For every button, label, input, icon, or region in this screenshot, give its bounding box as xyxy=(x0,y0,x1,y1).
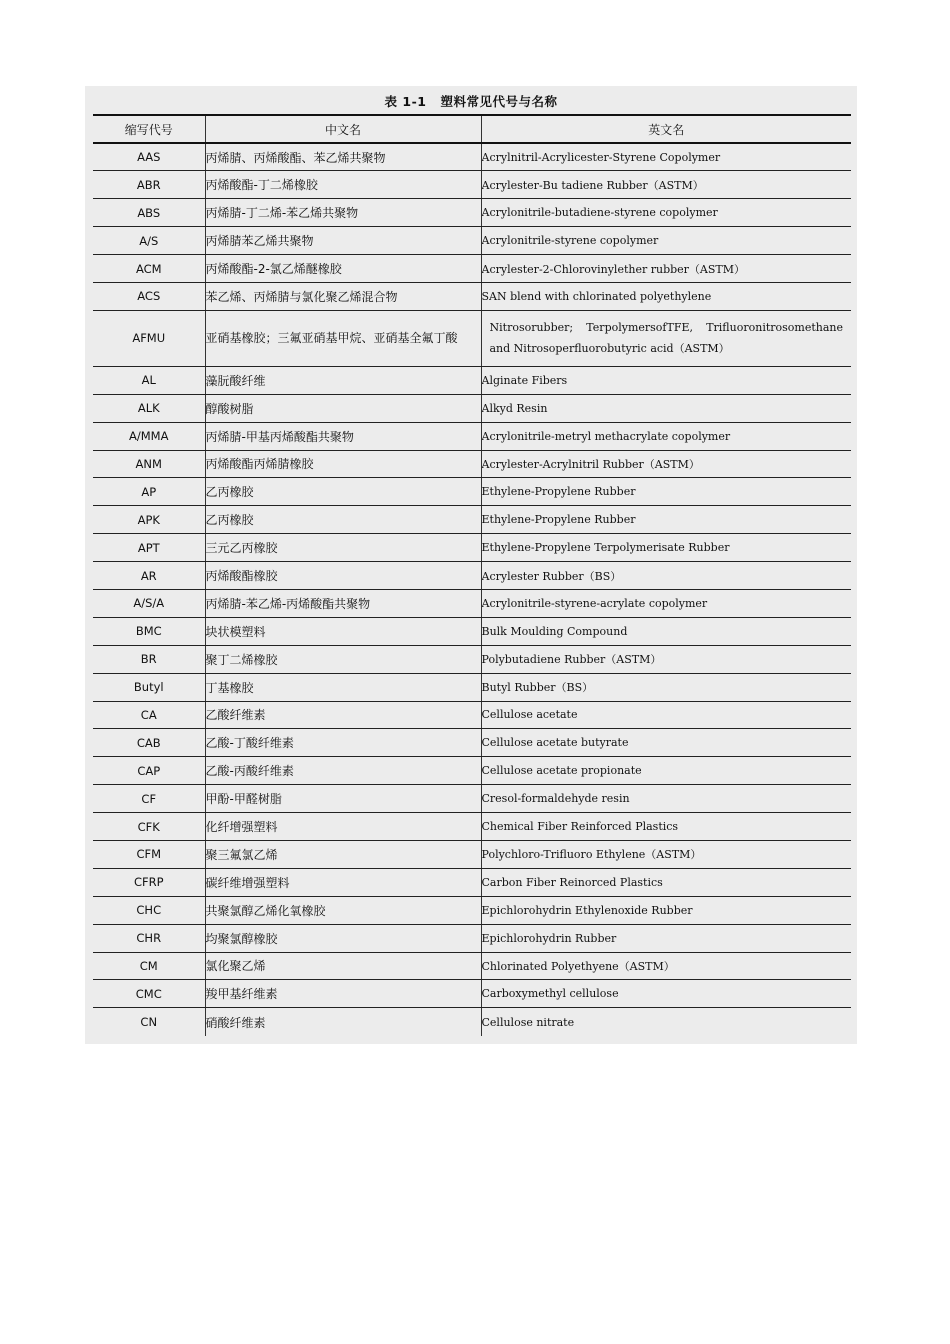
english-name-cell: Epichlorohydrin Rubber xyxy=(481,924,851,952)
english-name-cell: Acrylonitrile-styrene copolymer xyxy=(481,227,851,255)
chinese-name-cell: 乙酸-丁酸纤维素 xyxy=(205,729,481,757)
abbreviation-cell: CF xyxy=(93,785,205,813)
table-row xyxy=(93,450,851,478)
english-name-cell: Alkyd Resin xyxy=(481,394,851,422)
table-row xyxy=(93,645,851,673)
english-name-cell: Cresol-formaldehyde resin xyxy=(481,785,851,813)
chinese-name-cell: 乙酸纤维素 xyxy=(205,701,481,729)
chinese-name-cell: 氯化聚乙烯 xyxy=(205,952,481,980)
abbreviation-cell: CN xyxy=(93,1008,205,1036)
abbreviation-cell: APT xyxy=(93,534,205,562)
table-row xyxy=(93,478,851,506)
english-name-cell: Alginate Fibers xyxy=(481,366,851,394)
chinese-name-cell: 苯乙烯、丙烯腈与氯化聚乙烯混合物 xyxy=(205,282,481,310)
english-name-cell: Cellulose acetate butyrate xyxy=(481,729,851,757)
abbreviation-cell: ABS xyxy=(93,199,205,227)
table-header-row xyxy=(93,115,851,143)
table-row xyxy=(93,422,851,450)
table-row xyxy=(93,617,851,645)
table-row xyxy=(93,562,851,590)
abbreviation-cell: A/S xyxy=(93,227,205,255)
english-name-cell: Acrylester-Acrylnitril Rubber（ASTM） xyxy=(481,450,851,478)
english-name-cell: Butyl Rubber（BS） xyxy=(481,673,851,701)
english-name-cell: Cellulose acetate xyxy=(481,701,851,729)
table-row xyxy=(93,171,851,199)
table-row xyxy=(93,255,851,283)
table-row xyxy=(93,394,851,422)
table-caption xyxy=(85,92,857,110)
english-name-cell: Carbon Fiber Reinorced Plastics xyxy=(481,868,851,896)
english-name-cell: Carboxymethyl cellulose xyxy=(481,980,851,1008)
chinese-name-cell: 丙烯腈、丙烯酸酯、苯乙烯共聚物 xyxy=(205,143,481,171)
table-row xyxy=(93,143,851,171)
table-row xyxy=(93,840,851,868)
english-name-cell: Acrylester Rubber（BS） xyxy=(481,562,851,590)
table-row xyxy=(93,785,851,813)
english-name-cell: Nitrosorubber; TerpolymersofTFE, Trifluoronitrosomethane and Nitrosoperfluorobutyric acid（ASTM） xyxy=(481,310,851,366)
abbreviation-cell: ACM xyxy=(93,255,205,283)
english-name-cell: Polybutadiene Rubber（ASTM） xyxy=(481,645,851,673)
chinese-name-cell: 甲酚-甲醛树脂 xyxy=(205,785,481,813)
chinese-name-cell: 乙丙橡胶 xyxy=(205,506,481,534)
header-english-name: 英文名 xyxy=(481,115,851,143)
table-row xyxy=(93,589,851,617)
chinese-name-cell: 丙烯酸酯-2-氯乙烯醚橡胶 xyxy=(205,255,481,283)
chinese-name-cell: 丙烯腈-苯乙烯-丙烯酸酯共聚物 xyxy=(205,589,481,617)
table-row xyxy=(93,813,851,841)
chinese-name-cell: 丙烯腈-丁二烯-苯乙烯共聚物 xyxy=(205,199,481,227)
chinese-name-cell: 共聚氯醇乙烯化氧橡胶 xyxy=(205,896,481,924)
chinese-name-cell: 丙烯腈苯乙烯共聚物 xyxy=(205,227,481,255)
abbreviation-cell: CMC xyxy=(93,980,205,1008)
chinese-name-cell: 聚丁二烯橡胶 xyxy=(205,645,481,673)
chinese-name-cell: 块状模塑料 xyxy=(205,617,481,645)
chinese-name-cell: 藻朊酸纤维 xyxy=(205,366,481,394)
abbreviation-cell: AFMU xyxy=(93,310,205,366)
abbreviation-cell: ABR xyxy=(93,171,205,199)
chinese-name-cell: 丁基橡胶 xyxy=(205,673,481,701)
abbreviation-cell: CFRP xyxy=(93,868,205,896)
abbreviation-cell: ALK xyxy=(93,394,205,422)
abbreviation-cell: CFK xyxy=(93,813,205,841)
table-row xyxy=(93,924,851,952)
table-row xyxy=(93,673,851,701)
abbreviation-cell: A/MMA xyxy=(93,422,205,450)
chinese-name-cell: 丙烯酸酯橡胶 xyxy=(205,562,481,590)
abbreviation-cell: CA xyxy=(93,701,205,729)
chinese-name-cell: 丙烯酸酯丙烯腈橡胶 xyxy=(205,450,481,478)
english-name-cell: Polychloro-Trifluoro Ethylene（ASTM） xyxy=(481,840,851,868)
english-name-cell: Acrylonitrile-butadiene-styrene copolymer xyxy=(481,199,851,227)
header-chinese-name: 中文名 xyxy=(205,115,481,143)
chinese-name-cell: 聚三氟氯乙烯 xyxy=(205,840,481,868)
table-title: 塑料常见代号与名称 xyxy=(440,94,558,109)
english-name-cell: Acrylonitrile-metryl methacrylate copolymer xyxy=(481,422,851,450)
table-row xyxy=(93,952,851,980)
english-name-cell: Acrylonitrile-styrene-acrylate copolymer xyxy=(481,589,851,617)
table-row xyxy=(93,729,851,757)
chinese-name-cell: 亚硝基橡胶；三氟亚硝基甲烷、亚硝基全氟丁酸 xyxy=(205,310,481,366)
chinese-name-cell: 羧甲基纤维素 xyxy=(205,980,481,1008)
abbreviation-cell: ACS xyxy=(93,282,205,310)
english-name-cell: Ethylene-Propylene Rubber xyxy=(481,506,851,534)
header-abbreviation: 缩写代号 xyxy=(93,115,205,143)
english-name-cell: Bulk Moulding Compound xyxy=(481,617,851,645)
table-number: 表 1-1 xyxy=(384,94,427,109)
table-row xyxy=(93,868,851,896)
abbreviation-cell: AAS xyxy=(93,143,205,171)
plastics-code-table xyxy=(93,114,851,1036)
chinese-name-cell: 均聚氯醇橡胶 xyxy=(205,924,481,952)
english-name-cell: Ethylene-Propylene Rubber xyxy=(481,478,851,506)
chinese-name-cell: 醇酸树脂 xyxy=(205,394,481,422)
abbreviation-cell: CAP xyxy=(93,757,205,785)
abbreviation-cell: BMC xyxy=(93,617,205,645)
english-name-cell: Chemical Fiber Reinforced Plastics xyxy=(481,813,851,841)
english-name-cell: Acrylester-Bu tadiene Rubber（ASTM） xyxy=(481,171,851,199)
english-name-cell: Cellulose nitrate xyxy=(481,1015,575,1029)
table-row xyxy=(93,757,851,785)
english-name-cell: Epichlorohydrin Ethylenoxide Rubber xyxy=(481,896,851,924)
table-row xyxy=(93,980,851,1008)
table-row xyxy=(93,366,851,394)
table-row xyxy=(93,896,851,924)
table-row xyxy=(93,506,851,534)
english-name-cell: Acrylester-2-Chlorovinylether rubber（ASTM） xyxy=(481,255,851,283)
chinese-name-cell: 丙烯腈-甲基丙烯酸酯共聚物 xyxy=(205,422,481,450)
abbreviation-cell: CFM xyxy=(93,840,205,868)
chinese-name-cell: 三元乙丙橡胶 xyxy=(205,534,481,562)
scanned-page xyxy=(85,86,857,1044)
chinese-name-cell: 碳纤维增强塑料 xyxy=(205,868,481,896)
chinese-name-cell: 化纤增强塑料 xyxy=(205,813,481,841)
abbreviation-cell: AP xyxy=(93,478,205,506)
table-row xyxy=(93,310,851,366)
chinese-name-cell: 乙酸-丙酸纤维素 xyxy=(205,757,481,785)
table-row xyxy=(93,282,851,310)
abbreviation-cell: CM xyxy=(93,952,205,980)
abbreviation-cell: BR xyxy=(93,645,205,673)
abbreviation-cell: CHR xyxy=(93,924,205,952)
table-row xyxy=(93,701,851,729)
english-name-cell: Chlorinated Polyethyene（ASTM） xyxy=(481,952,851,980)
abbreviation-cell: AL xyxy=(93,366,205,394)
table-body xyxy=(93,143,851,1036)
english-name-cell: Cellulose acetate propionate xyxy=(481,757,851,785)
english-name-cell: SAN blend with chlorinated polyethylene xyxy=(481,282,851,310)
chinese-name-cell: 硝酸纤维素 xyxy=(205,1008,481,1036)
abbreviation-cell: CHC xyxy=(93,896,205,924)
chinese-name-cell: 丙烯酸酯-丁二烯橡胶 xyxy=(205,171,481,199)
abbreviation-cell: CAB xyxy=(93,729,205,757)
abbreviation-cell: Butyl xyxy=(93,673,205,701)
english-name-cell: Acrylnitril-Acrylicester-Styrene Copolymer xyxy=(481,143,851,171)
table-row xyxy=(93,1008,851,1036)
table-row xyxy=(93,534,851,562)
table-row xyxy=(93,227,851,255)
abbreviation-cell: ANM xyxy=(93,450,205,478)
abbreviation-cell: AR xyxy=(93,562,205,590)
abbreviation-cell: A/S/A xyxy=(93,589,205,617)
chinese-name-cell: 乙丙橡胶 xyxy=(205,478,481,506)
abbreviation-cell: APK xyxy=(93,506,205,534)
english-name-cell: Ethylene-Propylene Terpolymerisate Rubber xyxy=(481,534,851,562)
table-row xyxy=(93,199,851,227)
